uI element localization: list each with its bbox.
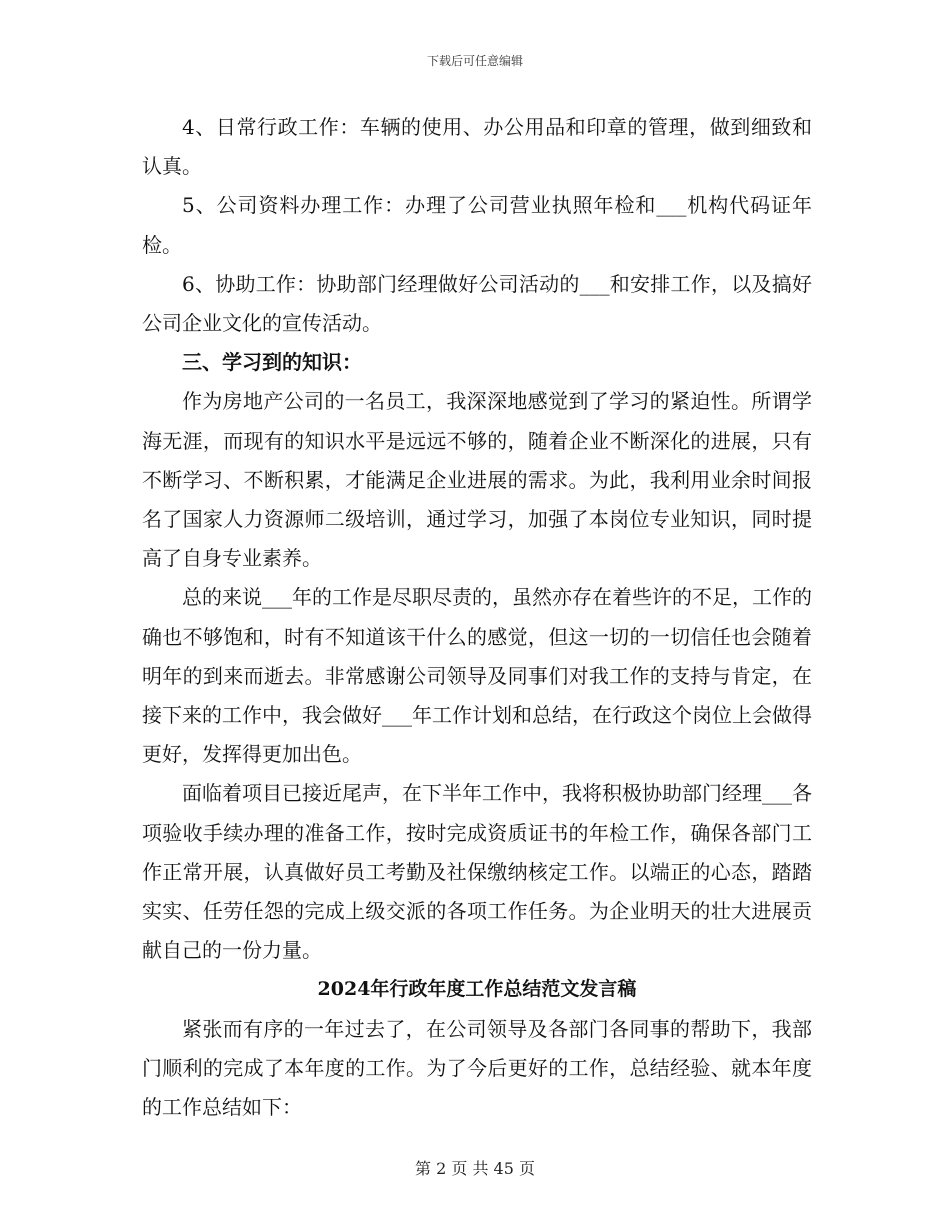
paragraph-summary: 总的来说___年的工作是尽职尽责的，虽然亦存在着些许的不足，工作的确也不够饱和，时有不知道该干什么的感觉，但这一切的一切信任也会随着明年的到来而逝去。非常感谢公司领导及同事们对我工作的支持与肯定，在接下来的工作中，我会做好___年工作计划和总结，在行政这个岗位上会做得更好，发挥得更加出色。 [142, 585, 812, 767]
paragraph-learning: 作为房地产公司的一名员工，我深深地感觉到了学习的紧迫性。所谓学海无涯，而现有的知识水平是远远不够的，随着企业不断深化的进展，只有不断学习、不断积累，才能满足企业进展的需求。为此，我利用业余时间报名了国家人力资源师二级培训，通过学习，加强了本岗位专业知识，同时提高了自身专业素养。 [142, 389, 812, 571]
paragraph-intro: 紧张而有序的一年过去了，在公司领导及各部门各同事的帮助下，我部门顺利的完成了本年度的工作。为了今后更好的工作，总结经验、就本年度的工作总结如下： [142, 1016, 812, 1120]
paragraph-assistance: 6、协助工作：协助部门经理做好公司活动的___和安排工作，以及搞好公司企业文化的宣传活动。 [142, 271, 812, 336]
document-title: 2024年行政年度工作总结范文发言稿 [317, 978, 637, 1001]
document-body [142, 108, 812, 1127]
section-heading-knowledge: 三、学习到的知识： [182, 350, 362, 375]
paragraph-next-half-year: 面临着项目已接近尾声，在下半年工作中，我将积极协助部门经理___各项验收手续办理的准备工作，按时完成资质证书的年检工作，确保各部门工作正常开展，认真做好员工考勤及社保缴纳核定工作。以端正的心态，踏踏实实、任劳任怨的完成上级交派的各项工作任务。为企业明天的壮大进展贡献自己的一份力量。 [142, 781, 812, 963]
paragraph-daily-admin: 4、日常行政工作：车辆的使用、办公用品和印章的管理，做到细致和认真。 [142, 115, 812, 179]
paragraph-company-documents: 5、公司资料办理工作：办理了公司营业执照年检和___机构代码证年检。 [142, 193, 812, 257]
page-header: 下载后可任意编辑 [426, 54, 523, 68]
page-footer: 第 2 页 共 45 页 [415, 1159, 535, 1178]
